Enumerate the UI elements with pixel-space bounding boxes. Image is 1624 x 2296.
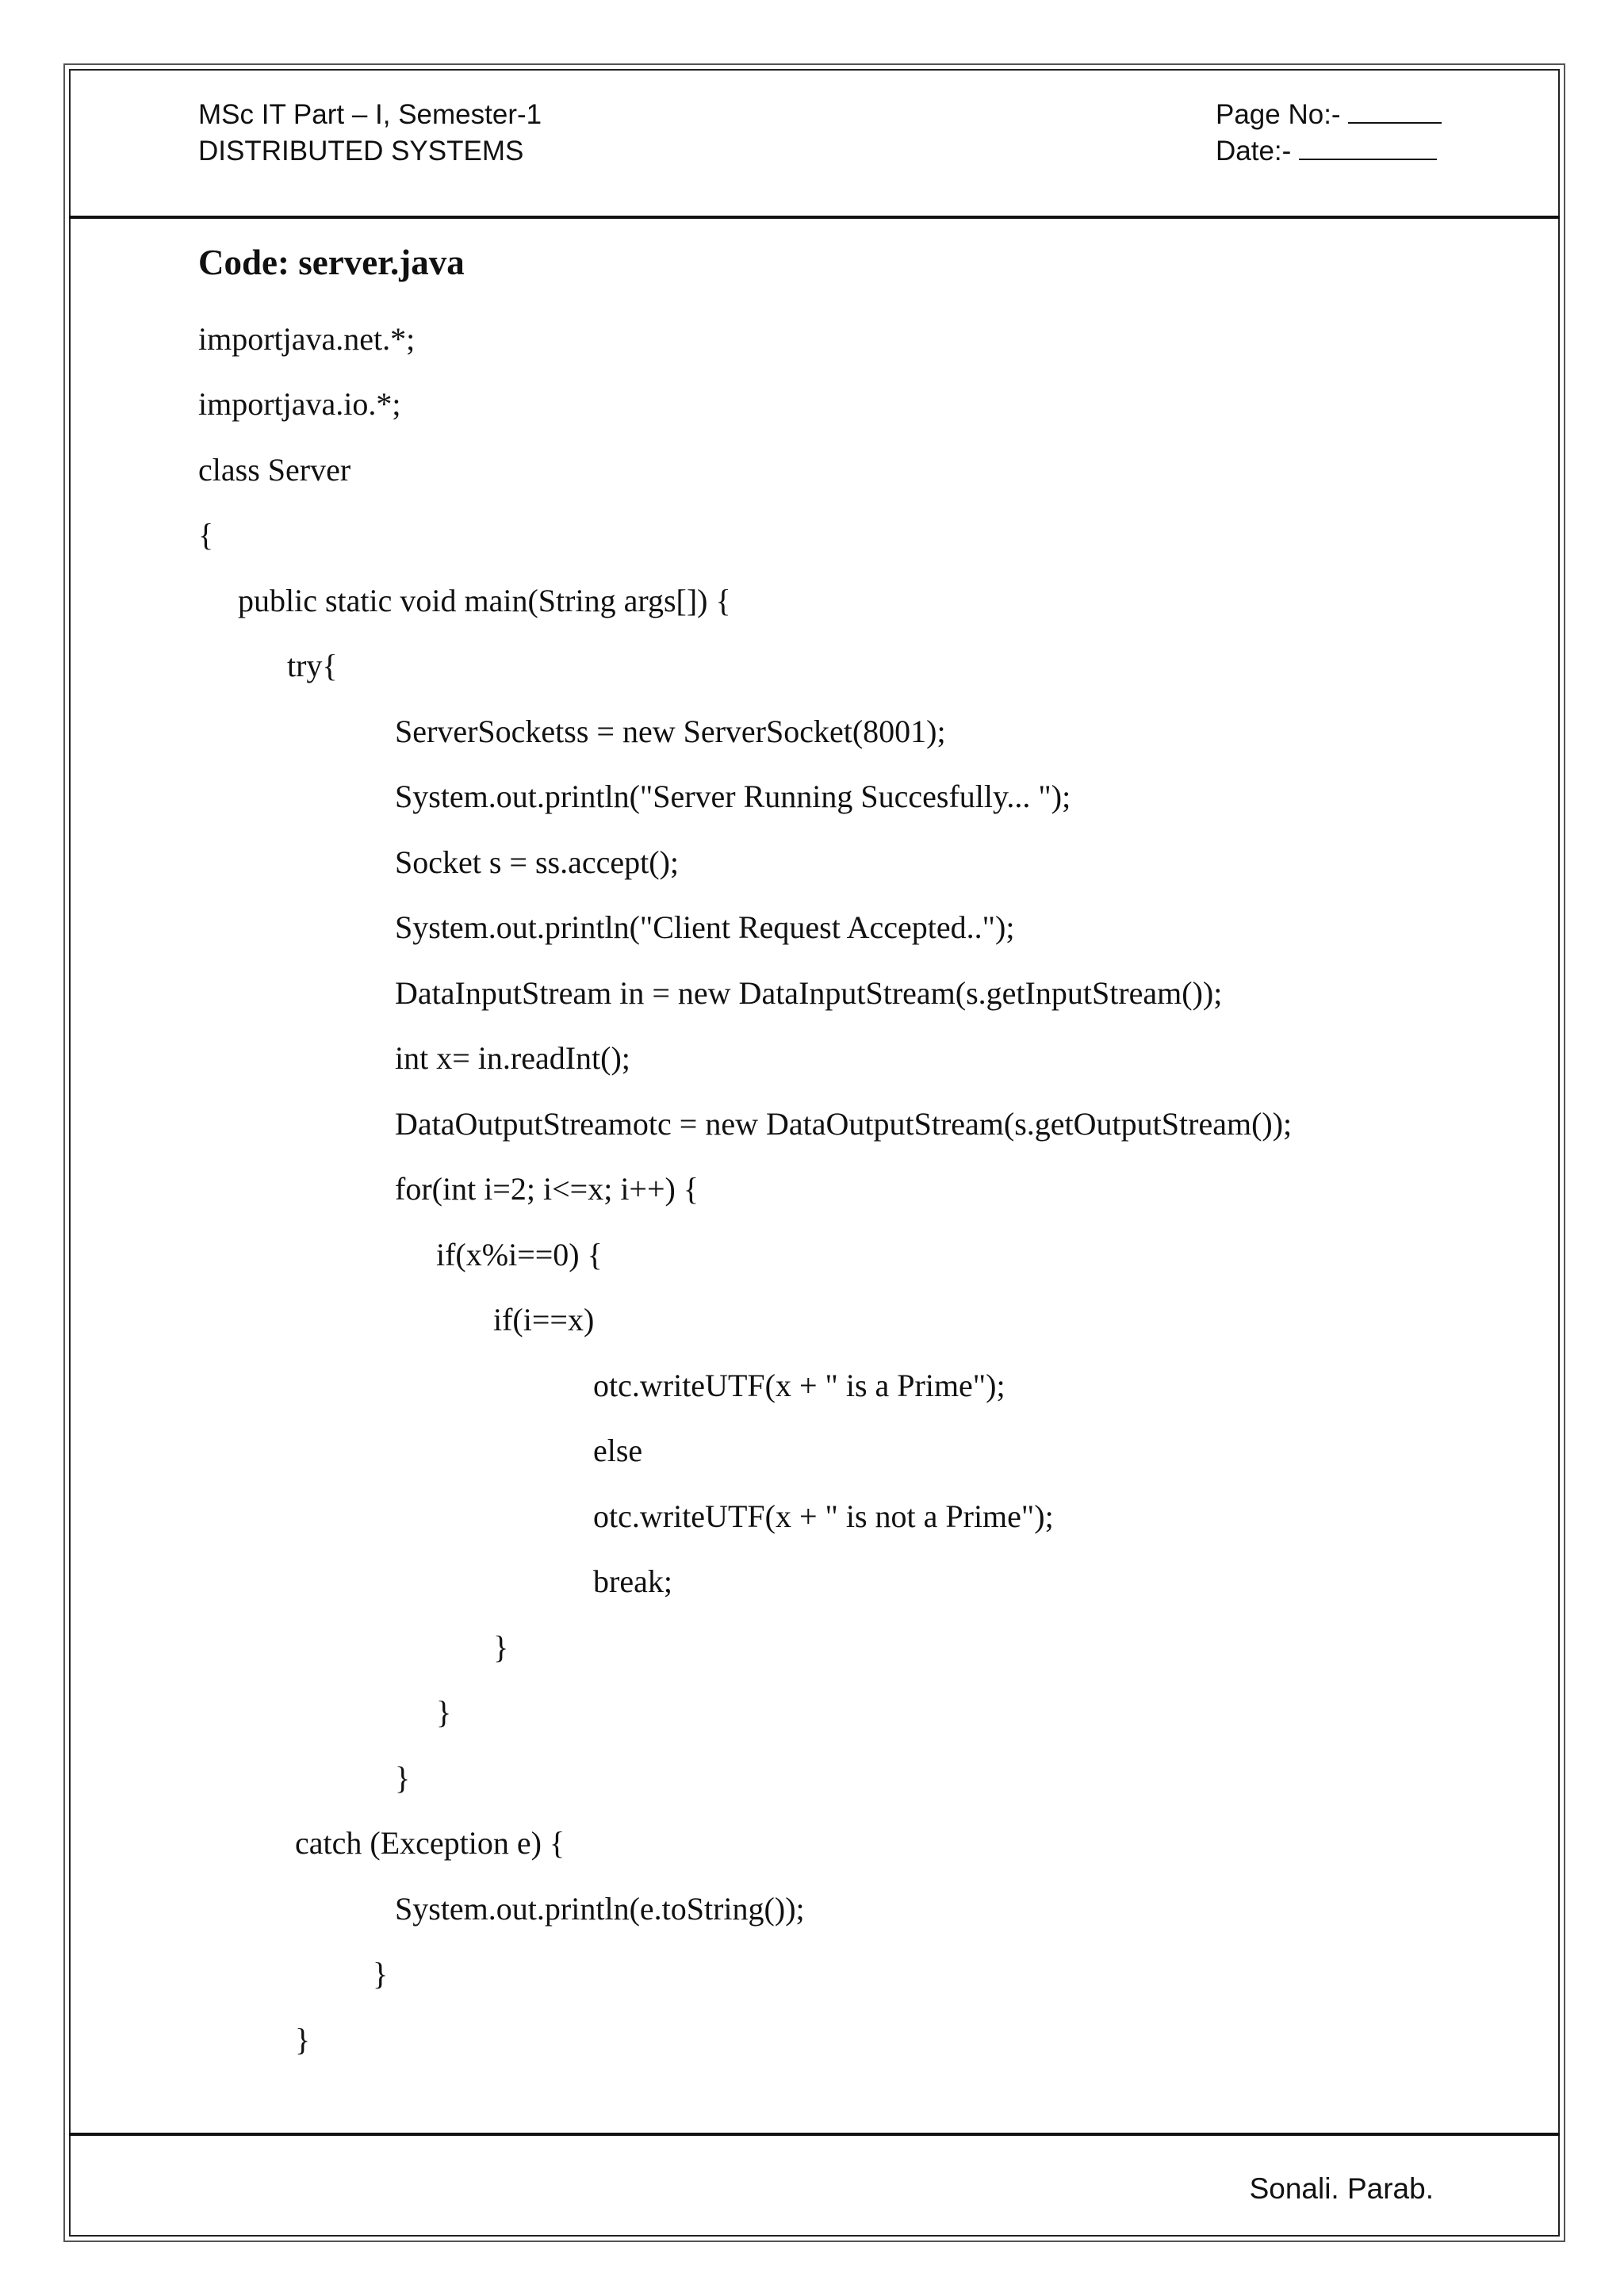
code-line: } <box>373 1956 389 1992</box>
page-number-blank <box>1348 97 1442 124</box>
code-line: else <box>593 1433 643 1468</box>
date-field <box>1216 133 1442 170</box>
page-number-field <box>1216 97 1442 133</box>
code-line: int x= in.readInt(); <box>395 1040 630 1076</box>
code-line: try{ <box>287 648 338 683</box>
code-line: importjava.net.*; <box>198 321 416 357</box>
code-line: DataInputStream in = new DataInputStream(s.getInputStream()); <box>395 975 1223 1011</box>
date-blank <box>1299 133 1437 160</box>
code-line: for(int i=2; i<=x; i++) { <box>395 1171 699 1207</box>
code-line: public static void main(String args[]) { <box>238 583 731 618</box>
code-line: } <box>395 1760 411 1796</box>
footer-divider <box>69 2133 1560 2136</box>
code-line: if(x%i==0) { <box>436 1237 603 1272</box>
code-line: DataOutputStreamotc = new DataOutputStream(s.getOutputStream()); <box>395 1106 1293 1142</box>
page-number-label: Page No:- <box>1216 99 1341 130</box>
code-line: { <box>198 517 214 553</box>
header-right <box>1216 97 1442 170</box>
date-label: Date:- <box>1216 136 1292 166</box>
header-left <box>198 97 542 170</box>
header-divider <box>69 216 1560 219</box>
code-title: Code: server.java <box>198 243 465 282</box>
code-line: System.out.println(e.toString()); <box>395 1891 805 1927</box>
code-line: break; <box>593 1563 672 1599</box>
code-line: Socket s = ss.accept(); <box>395 844 680 880</box>
code-line: ServerSocketss = new ServerSocket(8001); <box>395 714 946 749</box>
code-line: importjava.io.*; <box>198 386 401 422</box>
code-line: } <box>493 1629 509 1665</box>
code-line: System.out.println("Client Request Accepted.."); <box>395 909 1015 945</box>
subject-label: DISTRIBUTED SYSTEMS <box>198 136 524 166</box>
code-line: otc.writeUTF(x + " is not a Prime"); <box>593 1498 1054 1534</box>
code-line: if(i==x) <box>493 1302 595 1337</box>
code-line: } <box>295 2022 311 2057</box>
code-line: System.out.println("Server Running Succesfully... "); <box>395 779 1071 814</box>
code-line: otc.writeUTF(x + " is a Prime"); <box>593 1368 1005 1403</box>
code-line: class Server <box>198 452 351 488</box>
code-line: } <box>436 1694 452 1730</box>
code-line: catch (Exception e) { <box>295 1825 565 1861</box>
author-signature: Sonali. Parab. <box>1249 2172 1434 2205</box>
course-label: MSc IT Part – I, Semester-1 <box>198 99 542 130</box>
